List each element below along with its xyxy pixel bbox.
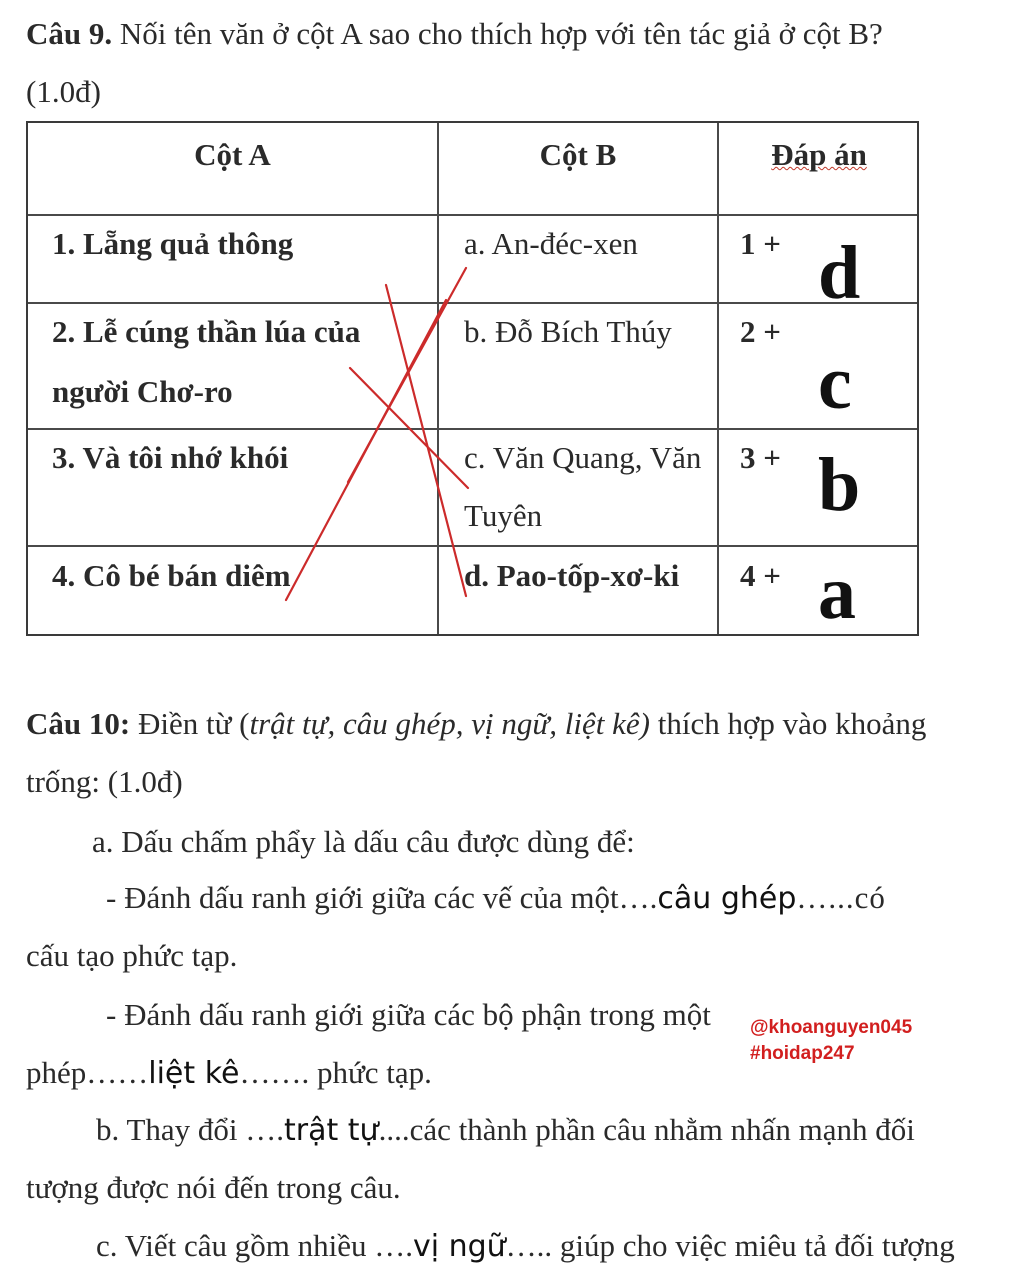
prompt-end: thích hợp vào khoảng [650,706,927,741]
header-answer [719,126,919,184]
a2-start: phép…… [26,1055,149,1090]
row-1-col-b: a. An-đéc-xen [464,226,638,261]
prompt-start: Điền từ ( [130,706,250,741]
a1-answer: câu ghép [657,881,797,916]
c-start: c. Viết câu gồm nhiều …. [96,1228,413,1263]
question-9-prompt: Nối tên văn ở cột A sao cho thích hợp với tên tác giả ở cột B? [112,16,883,51]
header-col-b: Cột B [539,137,617,172]
part-a-item-2: - Đánh dấu ranh giới giữa các bộ phận trong một [106,997,711,1032]
c-end: ….. giúp cho việc miêu tả đối tượng [505,1228,955,1263]
row-1-col-a: 1. Lẵng quả thông [52,226,294,261]
c-answer: vị ngữ [412,1229,506,1264]
row-4-number: 4 + [740,558,781,593]
part-a-item-1-line2: cấu tạo phức tạp. [26,938,238,973]
question-10-prompt-line2: trống: (1.0đ) [26,764,183,799]
row-1-number: 1 + [740,226,781,261]
part-b-line2: tượng được nói đến trong câu. [26,1170,401,1205]
row-1-answer: d [818,231,861,315]
a1-end: …...có [796,880,886,915]
row-4-col-b: d. Pao-tốp-xơ-ki [464,558,680,593]
a1-start: - Đánh dấu ranh giới giữa các vế của một…. [106,880,658,915]
row-2-col-a-line2: người Chơ-ro [52,374,233,409]
row-3-answer: b [818,443,861,527]
row-2-answer: c [818,341,852,425]
row-3-col-b-line2: Tuyên [464,498,543,533]
part-a-item-2-line2 [26,1053,432,1094]
question-9-title [26,14,883,54]
part-b-line1 [96,1110,915,1151]
watermark-handle: @khoanguyen045 [750,1017,913,1038]
a2-end: ……. phức tạp. [239,1055,432,1090]
question-9-points: (1.0đ) [26,74,101,109]
a2-answer: liệt kê [148,1056,240,1091]
watermark-tag: #hoidap247 [750,1043,855,1064]
matching-table [26,121,919,636]
header-col-a: Cột A [194,137,271,172]
row-3-col-b: c. Văn Quang, Văn [464,440,702,475]
row-2-col-a: 2. Lễ cúng thần lúa của [52,314,361,349]
part-a-intro: a. Dấu chấm phẩy là dấu câu được dùng để: [92,824,635,859]
row-2-col-b: b. Đỗ Bích Thúy [464,314,672,349]
question-10-prompt [26,704,926,744]
row-4-col-a: 4. Cô bé bán diêm [52,558,291,593]
question-9-label: Câu 9. [26,16,113,51]
row-4-answer: a [818,551,856,635]
row-3-number: 3 + [740,440,781,475]
b-end: ....các thành phần câu nhằm nhấn mạnh đối [378,1112,915,1147]
question-10-label: Câu 10: [26,706,131,741]
header-answer-text: Đáp án [771,137,867,172]
prompt-options: trật tự, câu ghép, vị ngữ, liệt kê) [249,706,651,741]
part-a-item-1 [106,878,886,919]
row-3-col-a: 3. Và tôi nhớ khói [52,440,289,475]
part-c-line1 [96,1226,955,1267]
table-divider [437,123,439,634]
row-2-number: 2 + [740,314,781,349]
table-divider [717,123,719,634]
b-start: b. Thay đổi …. [96,1112,284,1147]
b-answer: trật tự [284,1113,379,1148]
